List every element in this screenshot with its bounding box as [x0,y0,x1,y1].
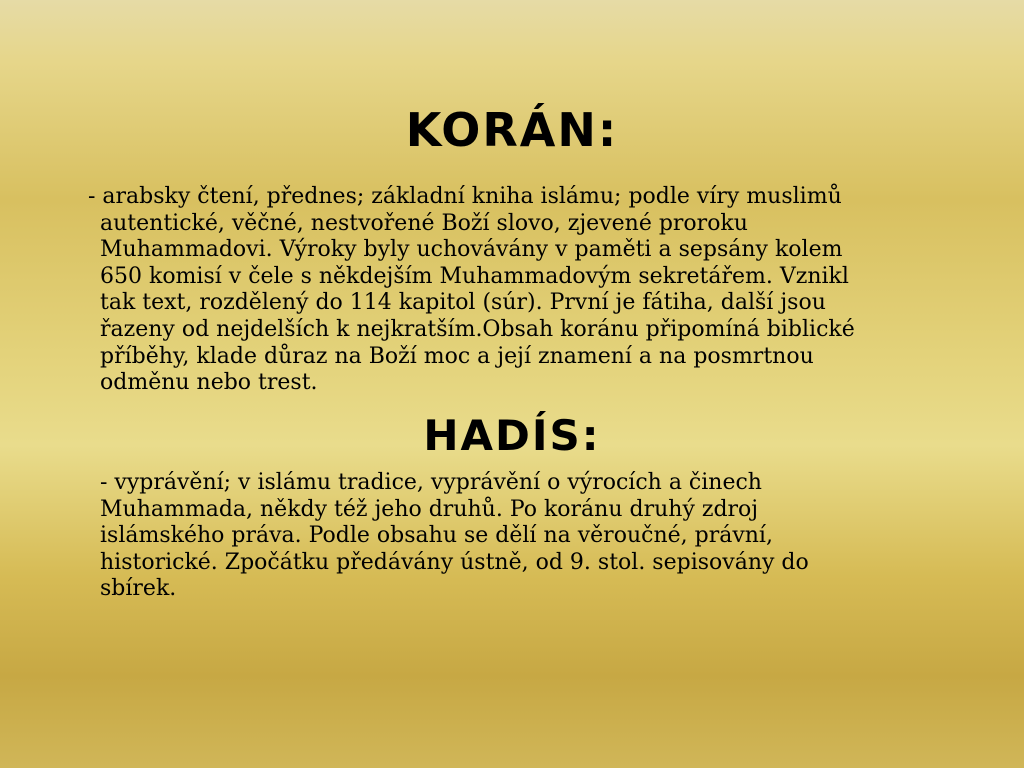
koran-text-line: příběhy, klade důraz na Boží moc a její znamení a na posmrtnou [100,343,814,369]
koran-text-line: Muhammadovi. Výroky byly uchovávány v paměti a sepsány kolem [100,237,843,263]
koran-paragraph [88,184,968,397]
koran-heading: KORÁN: [405,103,619,157]
hadis-text-line: historické. Zpočátku předávány ústně, od 9. stol. sepisovány do [100,549,809,575]
hadis-text-line: - vyprávění; v islámu tradice, vyprávění o výrocích a činech [100,470,762,495]
koran-text-line: řazeny od nejdelších k nejkratším.Obsah koránu připomíná biblické [100,316,855,342]
hadis-heading: HADÍS: [423,411,601,460]
koran-text-line: odměnu nebo trest. [100,370,318,396]
koran-text-line: tak text, rozdělený do 114 kapitol (súr). První je fátiha, další jsou [100,290,826,316]
koran-text-line: autentické, věčné, nestvořené Boží slovo, zjevené proroku [100,210,748,236]
koran-text-line: 650 komisí v čele s někdejším Muhammadovým sekretářem. Vznikl [100,263,849,289]
hadis-text-line: Muhammada, někdy též jeho druhů. Po koránu druhý zdroj [100,496,759,522]
hadis-text-line: sbírek. [100,576,177,602]
hadis-text-line: islámského práva. Podle obsahu se dělí na věroučné, právní, [100,523,773,549]
koran-text-line: - arabsky čtení, přednes; základní kniha islámu; podle víry muslimů [88,184,842,209]
hadis-paragraph [100,470,900,603]
